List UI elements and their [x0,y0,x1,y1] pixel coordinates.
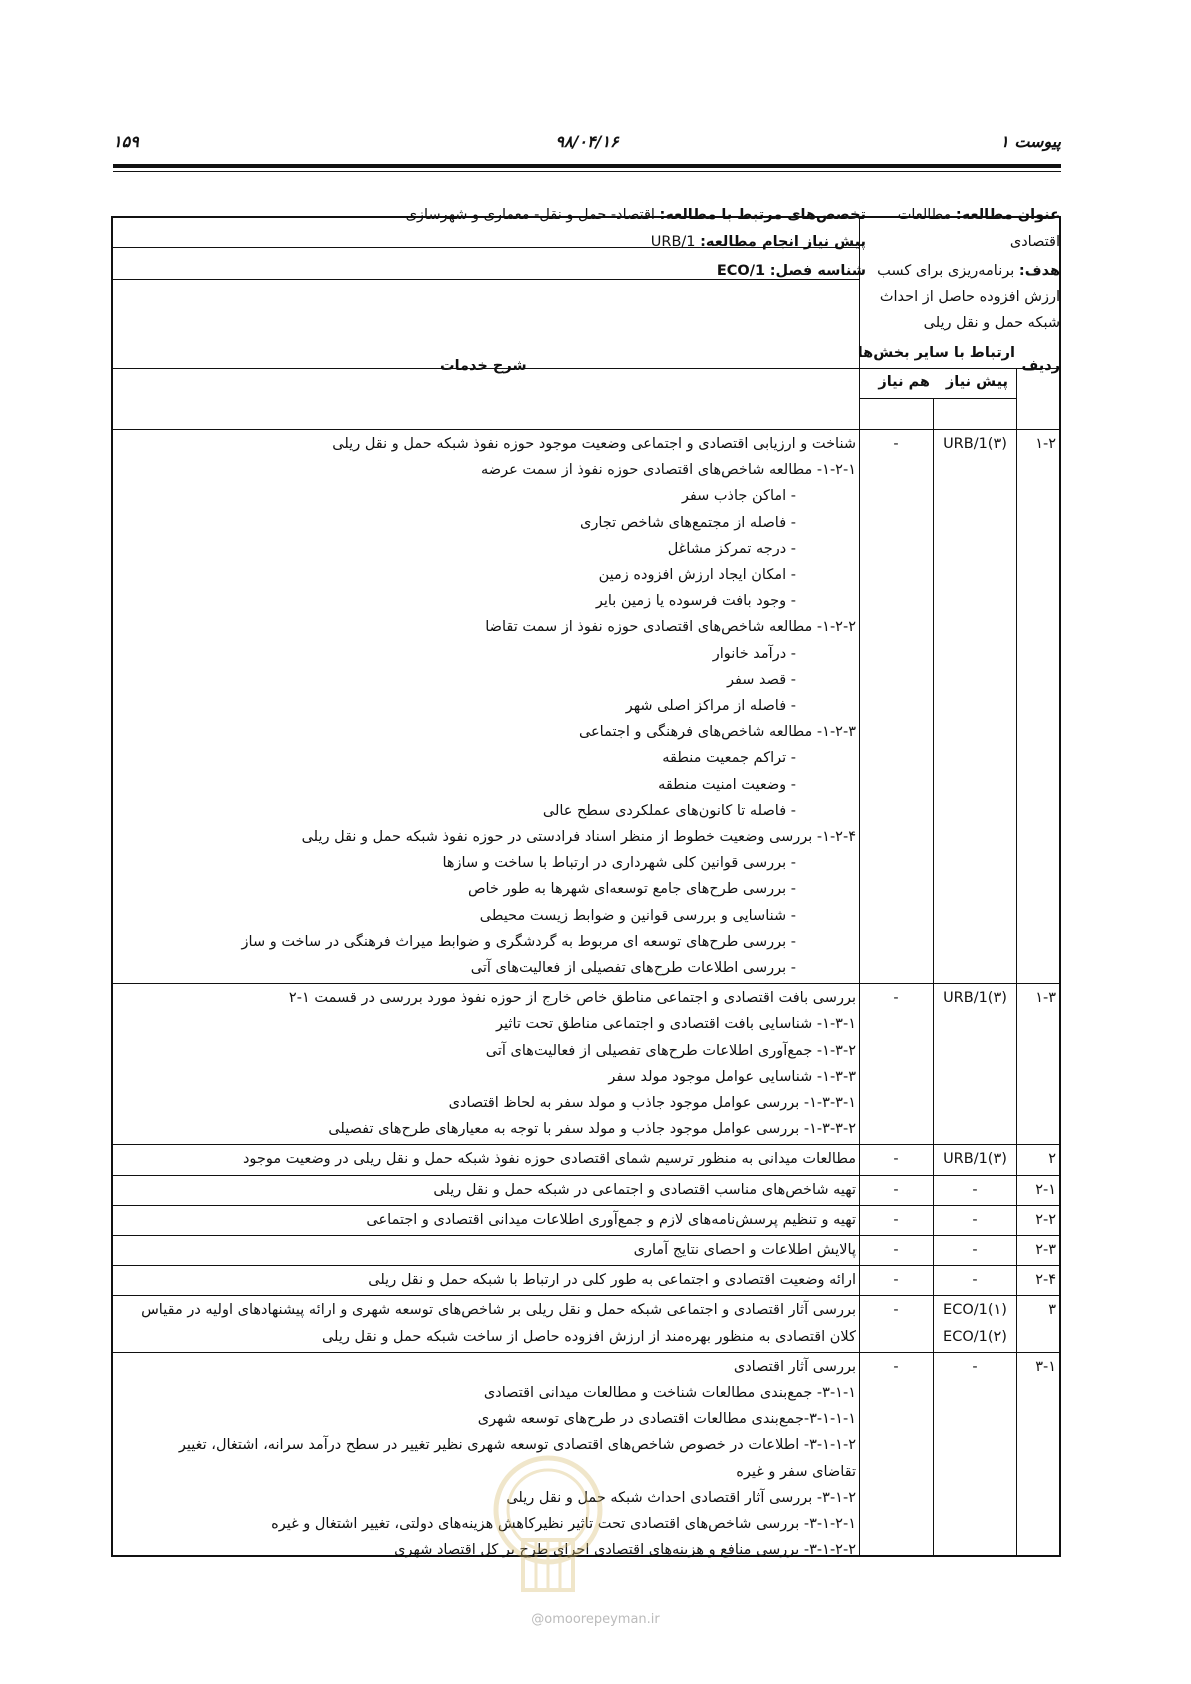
row-id: ۳ [1048,1302,1056,1319]
row-prereq: - [972,1242,978,1258]
desc-line: بررسی آثار اقتصادی و اجتماعی شبکه حمل و نقل ریلی بر شاخص‌های توسعه شهری و ارائه پیشنهادهای اولیه در مقیاس [141,1302,856,1319]
row-separator [112,1175,1060,1176]
desc-line: - بررسی اطلاعات طرح‌های تفصیلی از فعالیت‌های آتی [470,960,796,976]
row-id: ۲-۴ [1035,1272,1056,1289]
desc-line: ۱-۲-۲- مطالعه شاخص‌های اقتصادی حوزه نفوذ از سمت تقاضا [485,619,856,636]
row-id: ۱-۲ [1035,436,1056,452]
desc-line: ۱-۳-۳- شناسایی عوامل موجود مولد سفر [608,1068,856,1085]
row-coreq: - [893,1151,899,1168]
study-title-cont: اقتصادی [1009,234,1060,250]
row-prereq: - [972,1211,978,1228]
desc-line: ۳-۱-۲- بررسی آثار اقتصادی احداث شبکه حمل و نقل ریلی [506,1489,856,1506]
date-label: ۹۸/۰۴/۱۶ [555,132,619,151]
head-bottom [112,429,1060,430]
desc-line: تهیه و تنظیم پرسش‌نامه‌های لازم و جمع‌آوری اطلاعات میدانی اقتصادی و اجتماعی [366,1211,856,1228]
row-coreq: - [893,1358,899,1375]
desc-line: کلان اقتصادی به منظور بهره‌مند از ارزش افزوده حاصل از ساخت شبکه حمل و نقل ریلی [321,1328,856,1345]
desc-line: ۱-۳-۱- شناسایی بافت اقتصادی و اجتماعی مناطق تحت تاثیر [496,1016,856,1033]
col-pre-divider [933,398,934,1556]
desc-line: ۱-۳-۲- جمع‌آوری اطلاعات طرح‌های تفصیلی از فعالیت‌های آتی [485,1042,856,1059]
study-title: عنوان مطالعه: مطالعات [897,207,1060,223]
row-coreq: - [893,1302,899,1319]
chapter-id: شناسه فصل: ECO/1 [716,263,866,279]
col-coreq-header: هم نیاز [878,374,930,390]
desc-line: بررسی آثار اقتصادی [733,1358,856,1375]
row-prereq: - [972,1272,978,1289]
desc-line: ۱-۳-۳-۱- بررسی عوامل موجود جاذب و مولد سفر به لحاظ اقتصادی [448,1095,856,1111]
desc-line: ارائه وضعیت اقتصادی و اجتماعی به طور کلی در ارتباط با شبکه حمل و نقل ریلی [368,1272,856,1289]
row-coreq: - [893,1272,899,1289]
desc-line: تهیه شاخص‌های مناسب اقتصادی و اجتماعی در شبکه حمل و نقل ریلی [433,1181,856,1198]
desc-line: ۱-۳-۳-۲- بررسی عوامل موجود جاذب و مولد سفر با توجه به معیارهای طرح‌های تفصیلی [328,1121,856,1138]
appendix-label: پیوست ۱ [1000,132,1061,151]
page-number: ۱۵۹ [113,132,139,151]
goal: هدف: برنامه‌ریزی برای کسب [877,263,1060,279]
desc-line: ۱-۲-۳- مطالعه شاخص‌های فرهنگی و اجتماعی [578,724,856,741]
desc-line: ۳-۱-۱- جمع‌بندی مطالعات شناخت و مطالعات میدانی اقتصادی [483,1385,856,1401]
desc-line: - درآمد خانوار [712,645,796,662]
head-subline [859,398,1016,399]
desc-line: - بررسی قوانین کلی شهرداری در ارتباط با ساخت و سازها [442,855,796,872]
desc-line: ۳-۱-۱-۲- اطلاعات در خصوص شاخص‌های اقتصادی توسعه شهری نظیر تغییر در سطح درآمد سرانه، اشتغال، تغییر [178,1437,856,1454]
row-separator [112,1144,1060,1145]
page-header [113,132,1061,158]
desc-line: - شناسایی و بررسی قوانین و ضوابط زیست محیطی [479,907,796,924]
row-id: ۲ [1048,1151,1056,1168]
seal-watermark [488,1450,608,1600]
row-separator [112,1265,1060,1266]
specialties: تخصص‌های مرتبط با مطالعه: اقتصاد- حمل و نقل- معماری و شهرسازی [405,207,866,223]
watermark-url: @omoorepeyman.ir [531,1612,660,1627]
row-prereq: ECO/1(۱) [943,1302,1007,1319]
goal-line-2: ارزش افزوده حاصل از احداث [879,289,1060,305]
col-row-divider [1016,368,1017,1556]
row-separator [112,1205,1060,1206]
col-row-header: ردیف [1021,358,1060,374]
col-prereq-header: پیش نیاز [945,374,1008,390]
desc-line: - فاصله تا کانون‌های عملکردی سطح عالی [542,802,796,819]
row-prereq: URB/1(۳) [943,436,1007,452]
desc-line: - بررسی طرح‌های توسعه ای مربوط به گردشگری و ضوابط میراث فرهنگی در ساخت و ساز [241,933,796,950]
desc-line: - بررسی طرح‌های جامع توسعه‌ای شهرها به طور خاص [467,881,796,898]
goal-line-3: شبکه حمل و نقل ریلی [923,315,1060,331]
row-coreq: - [893,436,899,452]
desc-line: - وضعیت امنیت منطقه [658,776,796,793]
row-coreq: - [893,1211,899,1228]
row-separator [112,1235,1060,1236]
row-prereq-2: ECO/1(۲) [943,1328,1007,1345]
row-coreq: - [893,1242,899,1258]
row-id: ۲-۲ [1035,1211,1056,1228]
row-id: ۳-۱ [1035,1358,1056,1375]
desc-line: ۱-۲-۴- بررسی وضعیت خطوط از منظر اسناد فرادستی در حوزه نفوذ شبکه حمل و نقل ریلی [301,829,856,845]
desc-line: - اماکن جاذب سفر [681,488,796,505]
row-id: ۲-۳ [1035,1242,1056,1258]
row-prereq: URB/1(۳) [943,1151,1007,1168]
desc-line: - قصد سفر [726,671,796,688]
row-separator [112,1295,1060,1296]
row-separator [112,1352,1060,1353]
row-coreq: - [893,1181,899,1198]
row-separator [112,983,1060,984]
desc-line: ۳-۱-۱-۱-جمع‌بندی مطالعات اقتصادی در طرح‌های توسعه شهری [477,1411,856,1428]
desc-line: بررسی بافت اقتصادی و اجتماعی مناطق خاص خارج از حوزه نفوذ مورد بررسی در قسمت ۱-۲ [288,990,856,1007]
desc-line: مطالعات میدانی به منظور ترسیم شمای اقتصادی حوزه نفوذ شبکه حمل و نقل ریلی در وضعیت موجود [242,1151,856,1168]
row-prereq: - [972,1181,978,1198]
row-id: ۲-۱ [1035,1181,1056,1198]
header-rule-thin [113,171,1061,172]
prerequisite: پیش نیاز انجام مطالعه: URB/1 [650,234,866,250]
col-desc-header: شرح خدمات [440,358,527,374]
desc-line: - فاصله از مجتمع‌های شاخص تجاری [579,514,796,531]
desc-line: ۳-۱-۲-۲- بررسی منافع و هزینه‌های اقتصادی اجرای طرح بر کل اقتصاد شهری [394,1542,856,1559]
row-prereq: URB/1(۳) [943,990,1007,1007]
desc-line: شناخت و ارزیابی اقتصادی و اجتماعی وضعیت موجود حوزه نفوذ شبکه حمل و نقل ریلی [332,436,856,452]
desc-line: - فاصله از مراکز اصلی شهر [625,698,796,714]
col-desc-divider [859,368,860,1556]
desc-line: پالایش اطلاعات و احصای نتایج آماری [633,1242,856,1258]
desc-line: ۱-۲-۱- مطالعه شاخص‌های اقتصادی حوزه نفوذ از سمت عرضه [481,462,856,479]
row-prereq: - [972,1358,978,1375]
header-rule-thick [113,164,1061,168]
desc-line: - درجه تمرکز مشاغل [667,540,796,557]
row-id: ۱-۳ [1035,990,1056,1007]
desc-line: - وجود بافت فرسوده یا زمین بایر [595,593,796,610]
col-relation-header: ارتباط با سایر بخش‌ها [857,345,1015,361]
desc-line: - تراکم جمعیت منطقه [662,750,796,767]
desc-line: - امکان ایجاد ارزش افزوده زمین [598,567,796,583]
row-coreq: - [893,990,899,1007]
desc-line: ۳-۱-۲-۱- بررسی شاخص‌های اقتصادی تحت تاثیر نظیرکاهش هزینه‌های دولتی، تغییر اشتغال و غیره [271,1516,856,1532]
desc-line: تقاضای سفر و غیره [736,1463,856,1480]
